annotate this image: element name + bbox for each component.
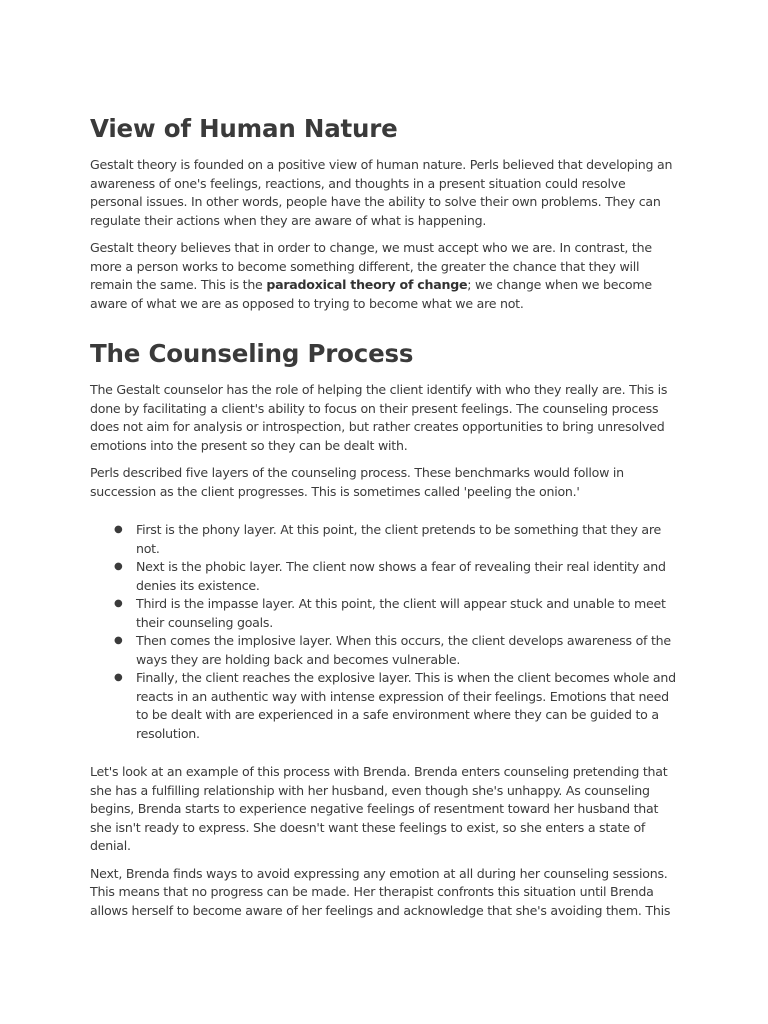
list-item [114,669,678,743]
bullet-icon: ● [114,672,123,683]
paragraph-counseling-1: The Gestalt counselor has the role of helping the client identify with who they really are. This is done by facilitating a client's ability to focus on their present feelings. The counseling process does not aim for analysis or introspection, but rather creates opportunities to bring unresolved emotions into the present so they can be dealt with. [90,382,668,453]
list-item-text: Then comes the implosive layer. When this occurs, the client develops awareness of the ways they are holding back and becomes vulnerable. [136,633,671,667]
paragraph-text-before: Gestalt theory believes that in order to change, we must accept who we are. In contrast, the more a person works to become something different, the greater the chance that they will remain the same. This is the [90,240,652,292]
section-heading-counseling-process: The Counseling Process [90,339,414,368]
list-item-text: Third is the impasse layer. At this point, the client will appear stuck and unable to meet their counseling goals. [136,596,666,630]
list-item-text: First is the phony layer. At this point, the client pretends to be something that they are not. [136,522,662,556]
list-item-text: Next is the phobic layer. The client now shows a fear of revealing their real identity and denies its existence. [136,559,666,593]
paradoxical-theory-term: paradoxical theory of change [266,277,468,292]
paragraph-counseling-2: Perls described five layers of the counseling process. These benchmarks would follow in succession as the client progresses. This is sometimes called 'peeling the onion.' [90,465,624,499]
list-item [114,521,678,558]
list-item [114,595,678,632]
list-item [114,632,678,669]
paragraph-human-nature-1: Gestalt theory is founded on a positive view of human nature. Perls believed that developing an awareness of one's feelings, reactions, and thoughts in a present situation could resolve personal issues. In other words, people have the ability to solve their own problems. They can regulate their actions when they are aware of what is happening. [90,157,673,228]
paragraph-counseling-4: Next, Brenda finds ways to avoid expressing any emotion at all during her counseling sessions. This means that no progress can be made. Her therapist confronts this situation until Brenda allows herself to become aware of her feelings and acknowledge that she's avoiding them. This [90,865,671,918]
section-heading-human-nature: View of Human Nature [90,114,398,143]
bullet-icon: ● [114,524,123,535]
list-item [114,558,678,595]
bullet-icon: ● [114,561,123,572]
paragraph-counseling-3: Let's look at an example of this process with Brenda. Brenda enters counseling pretending that she has a fulfilling relationship with her husband, even though she's unhappy. As counseling begins, Brenda starts to experience negative feelings of resentment toward her husband that she isn't ready to express. She doesn't want these feelings to exist, so she enters a state of denial. [90,764,668,853]
layers-list [90,521,678,743]
paragraph-human-nature-2 [90,239,678,313]
bullet-icon: ● [114,635,123,646]
list-item-text: Finally, the client reaches the explosive layer. This is when the client becomes whole and reacts in an authentic way with intense expression of their feelings. Emotions that need to be dealt with are experienced in a safe environment where they can be guided to a resolution. [136,670,676,741]
bullet-icon: ● [114,598,123,609]
paragraph-text-after: ; we change when we become aware of what we are as opposed to trying to become what we are not. [90,277,652,311]
